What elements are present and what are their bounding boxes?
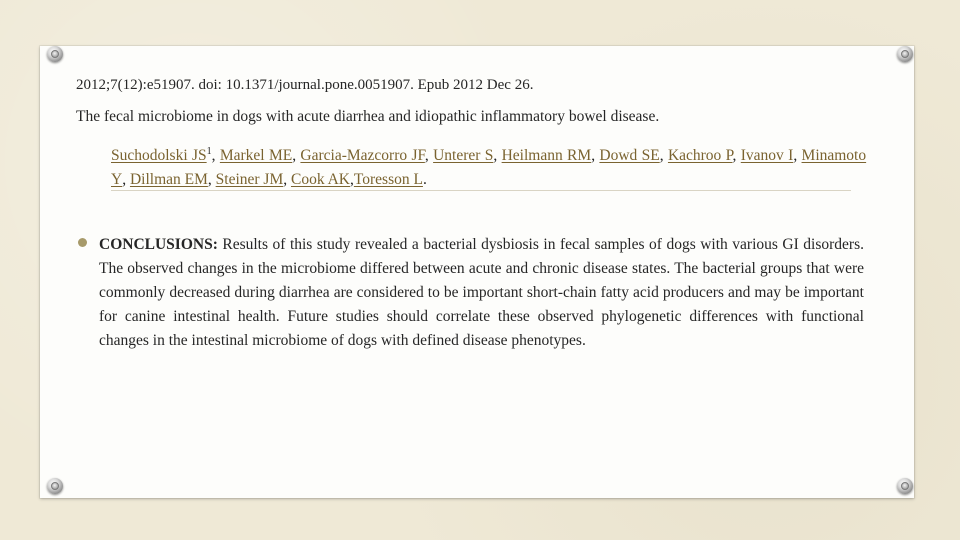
pin-icon — [897, 46, 913, 62]
author-link[interactable]: Heilmann RM — [501, 147, 592, 165]
author-link[interactable]: Minamoto Y — [111, 147, 867, 189]
citation-line: 2012;7(12):e51907. doi: 10.1371/journal.pone.0051907. Epub 2012 Dec 26. — [76, 77, 534, 93]
author-affiliation: 1 — [206, 146, 212, 157]
conclusion-text — [99, 233, 864, 353]
author-link[interactable]: Ivanov I — [740, 147, 794, 165]
divider — [111, 190, 851, 191]
conclusion-body: Results of this study revealed a bacterial dysbiosis in fecal samples of dogs with various GI disorders. The observed changes in the microbiome differed between acute and chronic disease states. The bacterial groups that were commonly decreased during diarrhea are considered to be important short-chain fatty acid producers and may be important for canine intestinal health. Future studies should correlate these observed phylogenetic differences with functional changes in the intestinal microbiome of dogs with defined disease phenotypes. — [99, 236, 864, 349]
author-link[interactable]: Garcia-Mazcorro JF — [300, 147, 425, 165]
author-list: Suchodolski $JS^1$, Markel ME, Garcia-Mazcorro JF, Unterer S, Heilmann RM, Dowd SE, Kachroo P, Ivanov I, Minamoto Y, Dillman EM, Steiner JM, Cook AK,Toresson L. — [111, 146, 867, 189]
pin-icon — [897, 478, 913, 494]
article-title: The fecal microbiome in dogs with acute diarrhea and idiopathic inflammatory bowel disease. — [76, 108, 660, 125]
author-link[interactable]: Unterer S — [433, 147, 494, 165]
pin-icon — [47, 478, 63, 494]
author-link[interactable]: Toresson L — [353, 171, 423, 189]
author-link[interactable]: Kachroo P — [667, 147, 733, 165]
conclusion-label: CONCLUSIONS: — [99, 236, 218, 253]
author-link[interactable]: Dillman EM — [129, 171, 208, 189]
bullet-icon — [78, 238, 87, 247]
author-link[interactable]: Suchodolski JS — [111, 147, 207, 165]
author-link[interactable]: Steiner JM — [215, 171, 284, 189]
author-link[interactable]: Markel ME — [219, 147, 293, 165]
author-link[interactable]: Dowd SE — [599, 147, 660, 165]
pin-icon — [47, 46, 63, 62]
author-link[interactable]: Cook AK — [290, 171, 350, 189]
